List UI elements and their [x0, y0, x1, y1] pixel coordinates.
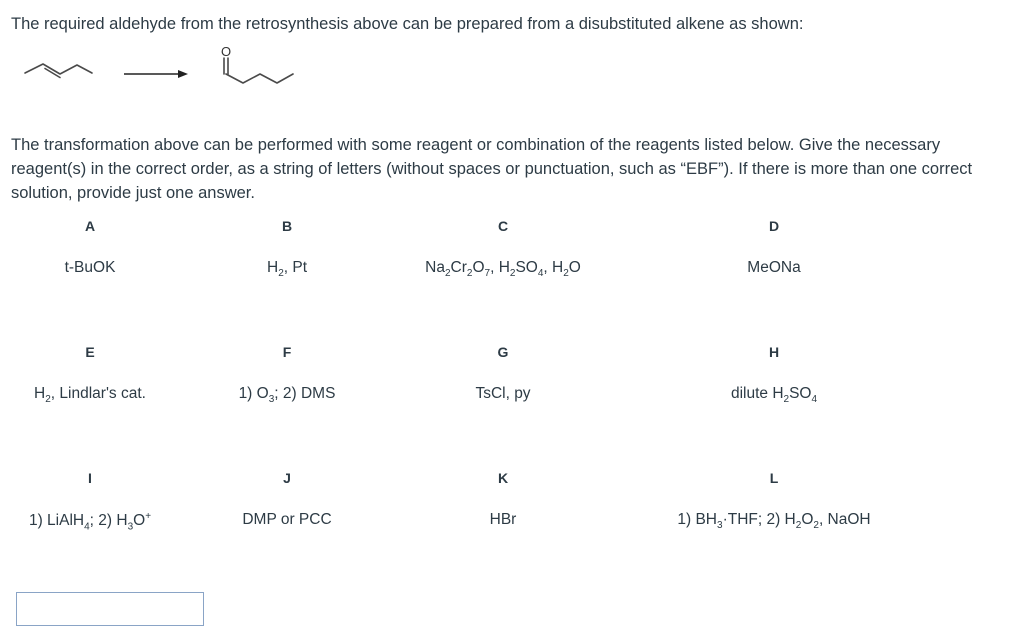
reagent-letter-h: H — [768, 344, 780, 360]
reagent-j — [242, 511, 331, 529]
reagent-text-part: 2 — [795, 520, 802, 532]
reagent-letter-b: B — [281, 218, 293, 234]
reagent-text-part: + — [145, 511, 152, 522]
reagent-letter-k: K — [497, 470, 509, 486]
reagent-c — [425, 259, 581, 279]
alkene-structure — [25, 64, 92, 78]
reagent-e — [34, 385, 146, 405]
reagent-text-part: 2 — [563, 268, 569, 280]
reagent-g — [475, 385, 530, 403]
reagent-text-part: , NaOH — [818, 511, 871, 528]
reagent-letter-f: F — [282, 344, 292, 360]
instructions-paragraph: The transformation above can be performed with some reagent or combination of the reagents listed below. Give the necessary reagent(s) in the correct order, as a string of letters (without spaces or punctuation, such as “EBF”). If there is more than one correct solution, provide just one answer. — [11, 136, 973, 202]
reagent-text-part: Na — [425, 259, 445, 276]
reagent-text-part: t-BuOK — [64, 259, 116, 276]
reagent-l — [677, 511, 870, 531]
reagent-text-part: O — [801, 511, 814, 528]
reagent-b — [267, 259, 307, 279]
reagent-letter-a: A — [84, 218, 96, 234]
reagent-text-part: 2 — [509, 268, 516, 280]
reagent-text-part: , Lindlar's cat. — [50, 385, 146, 402]
reagent-text-part: 4 — [537, 268, 544, 280]
reagent-text-part: 2 — [278, 268, 284, 280]
reagent-letter-e: E — [85, 344, 95, 360]
reagent-text-part: 3 — [268, 394, 275, 406]
reagent-text-part: 3 — [717, 520, 723, 532]
reagent-text-part: H — [266, 259, 279, 276]
reagent-text-part: O — [568, 259, 581, 276]
reagent-h — [731, 385, 817, 405]
reagent-text-part: ; 2) H — [89, 512, 128, 530]
reagent-text-part: 1) O — [238, 385, 269, 402]
reagent-text-part: SO — [515, 259, 538, 276]
intro-text: The required aldehyde from the retrosynthesis above can be prepared from a disubstituted alkene as shown: — [11, 15, 804, 33]
reagent-letter-g: G — [497, 344, 509, 360]
reagent-text-part: SO — [789, 385, 812, 402]
reagent-text-part: H — [34, 385, 46, 402]
reagent-letter-c: C — [497, 218, 509, 234]
reagent-text-part: ; 2) DMS — [274, 385, 336, 402]
reagent-d — [747, 259, 800, 277]
reagent-text-part: 4 — [811, 394, 818, 406]
reagent-text-part: , Pt — [283, 259, 308, 276]
reagent-text-part: 2 — [783, 394, 790, 406]
reagent-text-part: , H — [490, 259, 510, 276]
reagent-text-part: 1) BH — [677, 511, 717, 528]
reagent-text-part: , H — [543, 259, 564, 276]
reagent-letter-d: D — [768, 218, 780, 234]
reagent-text-part: dilute H — [730, 385, 784, 402]
aldehyde-structure — [224, 58, 293, 83]
reaction-arrow — [124, 70, 188, 78]
reaction-scheme — [0, 36, 320, 96]
reagent-text-part: DMP or PCC — [242, 511, 332, 528]
reagent-text-part: Cr — [450, 259, 467, 276]
reagent-text-part: MeONa — [747, 259, 801, 276]
reagent-text-part: O — [472, 259, 485, 276]
reagent-text-part: TsCl, py — [475, 385, 531, 402]
reagent-text-part: 1) LiAlH — [28, 512, 85, 530]
reagent-letter-l: L — [769, 470, 779, 486]
reagent-text-part: 7 — [484, 268, 491, 280]
reagent-text-part: 4 — [84, 521, 90, 533]
answer-input[interactable] — [16, 592, 204, 626]
reagent-text-part: 2 — [45, 394, 51, 406]
reagent-a — [65, 259, 116, 277]
reagent-text-part: 3 — [127, 521, 134, 533]
reagent-k — [490, 511, 517, 529]
reagent-text-part: 2 — [444, 268, 451, 280]
reagent-text-part: ·THF; 2) H — [722, 511, 796, 528]
reagent-text-part: 2 — [466, 268, 473, 280]
reagent-letter-j: J — [283, 470, 291, 486]
reagent-text-part: 2 — [813, 520, 819, 532]
oxygen-label: O — [220, 44, 232, 59]
reagent-i — [29, 511, 151, 532]
reagent-text-part: HBr — [489, 511, 517, 528]
reagent-letter-i: I — [88, 470, 92, 486]
reagent-text-part: O — [133, 512, 146, 530]
reagent-f — [239, 385, 336, 405]
